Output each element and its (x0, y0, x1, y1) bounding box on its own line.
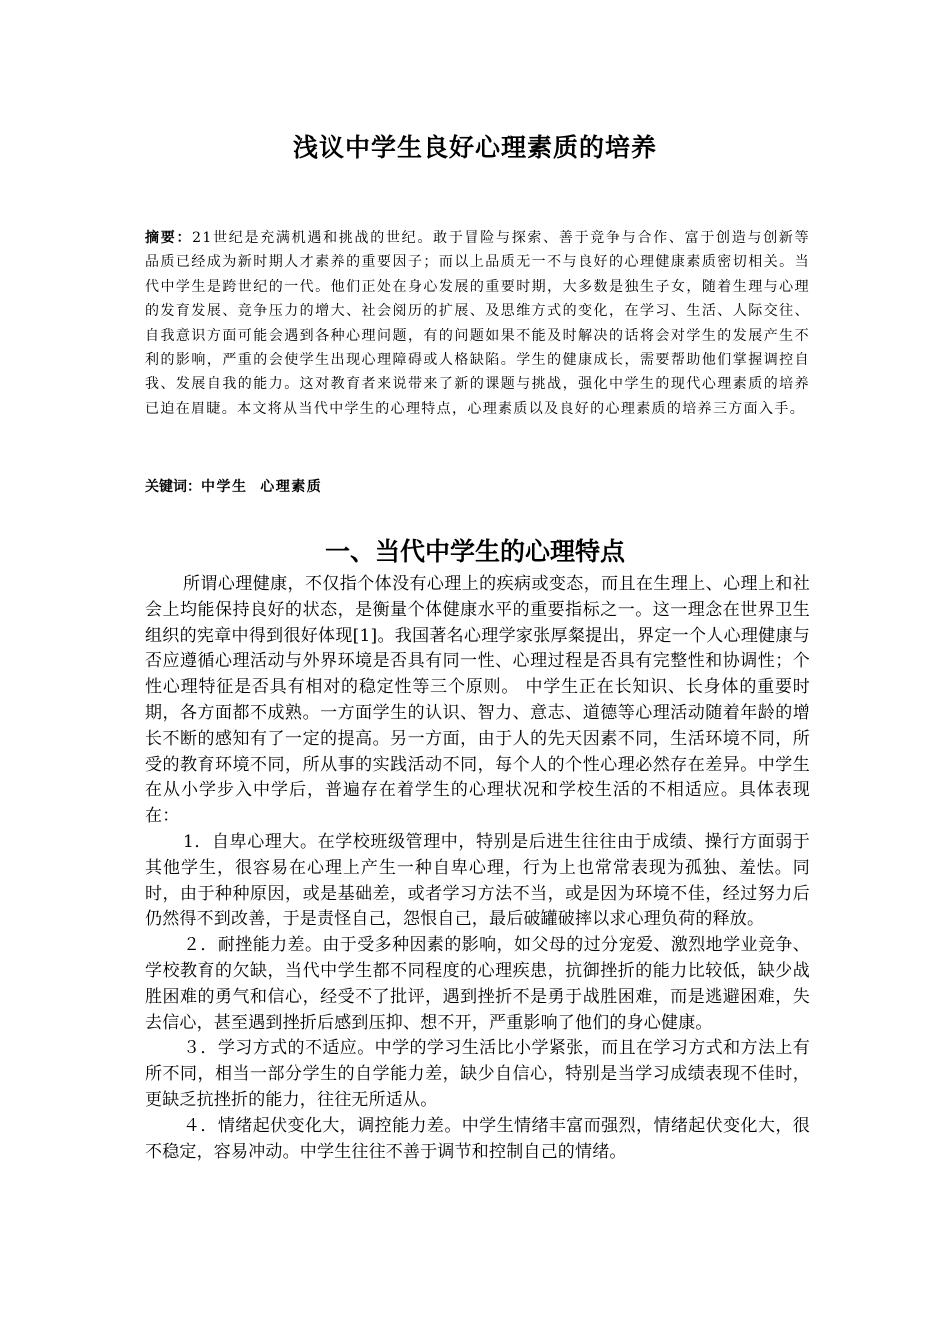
list-item-1: 1．自卑心理大。在学校班级管理中，特别是后进生往往由于成绩、操行方面弱于其他学生，很容易在心理上产生一种自卑心理，行为上也常常表现为孤独、羞怯。同时，由于种种原因，或是基础差，或者学习方法不当，或是因为环境不佳，经过努力后仍然得不到改善，于是责怪自己，怨恨自己，最后破罐破摔以求心理负荷的释放。 (145, 831, 810, 930)
keywords (145, 476, 322, 496)
keywords-values: 中学生 心理素质 (201, 479, 323, 495)
list-item-3: ３．学习方式的不适应。中学的学习生活比小学紧张，而且在学习方式和方法上有所不同，相当一部分学生的自学能力差，缺少自信心，特别是当学习成绩表现不佳时，更缺乏抗挫折的能力，往往无所适从。 (145, 1038, 810, 1110)
section-heading: 一、当代中学生的心理特点 (324, 537, 625, 566)
keywords-label: 关键词： (145, 479, 201, 495)
body-paragraph-intro: 所谓心理健康，不仅指个体没有心理上的疾病或变态，而且在生理上、心理上和社会上均能保持良好的状态，是衡量个体健康水平的重要指标之一。这一理念在世界卫生组织的宪章中得到很好体现[1]。我国著名心理学家张厚粲提出，界定一个人心理健康与否应遵循心理活动与外界环境是否具有同一性、心理过程是否具有完整性和协调性；个性心理特征是否具有相对的稳定性等三个原则。 中学生正在长知识、长身体的重要时期，各方面都不成熟。一方面学生的认识、智力、意志、道德等心理活动随着年龄的增长不断的感知有了一定的提高。另一方面，由于人的先天因素不同，生活环境不同，所受的教育环境不同，所从事的实践活动不同，每个人的个性心理必然存在差异。中学生在从小学步入中学后，普遍存在着学生的心理状况和学校生活的不相适应。具体表现在： (145, 574, 810, 827)
document-title: 浅议中学生良好心理素质的培养 (292, 133, 657, 162)
abstract-text: 21世纪是充满机遇和挑战的世纪。敢于冒险与探索、善于竞争与合作、富于创造与创新等品质已经成为新时期人才素养的重要因子；而以上品质无一不与良好的心理健康素质密切相关。当代中学生是跨世纪的一代。他们正处在身心发展的重要时期，大多数是独生子女，随着生理与心理的发育发展、竞争压力的增大、社会阅历的扩展、及思维方式的变化，在学习、生活、人际交往、自我意识方面可能会遇到各种心理问题，有的问题如果不能及时解决的话将会对学生的发展产生不利的影响，严重的会使学生出现心理障碍或人格缺陷。学生的健康成长，需要帮助他们掌握调控自我、发展自我的能力。这对教育者来说带来了新的课题与挑战，强化中学生的现代心理素质的培养已迫在眉睫。本文将从当代中学生的心理特点，心理素质以及良好的心理素质的培养三方面入手。 (145, 230, 811, 417)
abstract (145, 226, 810, 421)
list-item-2: ２．耐挫能力差。由于受多种因素的影响，如父母的过分宠爱、激烈地学业竞争、学校教育的欠缺，当代中学生都不同程度的心理疾患，抗御挫折的能力比较低，缺少战胜困难的勇气和信心，经受不了批评，遇到挫折不是勇于战胜困难，而是逃避困难，失去信心，甚至遇到挫折后感到压抑、想不开，严重影响了他们的身心健康。 (145, 935, 810, 1033)
abstract-label: 摘要： (145, 230, 193, 246)
list-item-4: ４．情绪起伏变化大，调控能力差。中学生情绪丰富而强烈，情绪起伏变化大，很不稳定，容易冲动。中学生往往不善于调节和控制自己的情绪。 (145, 1115, 810, 1162)
section-body (145, 572, 810, 1165)
